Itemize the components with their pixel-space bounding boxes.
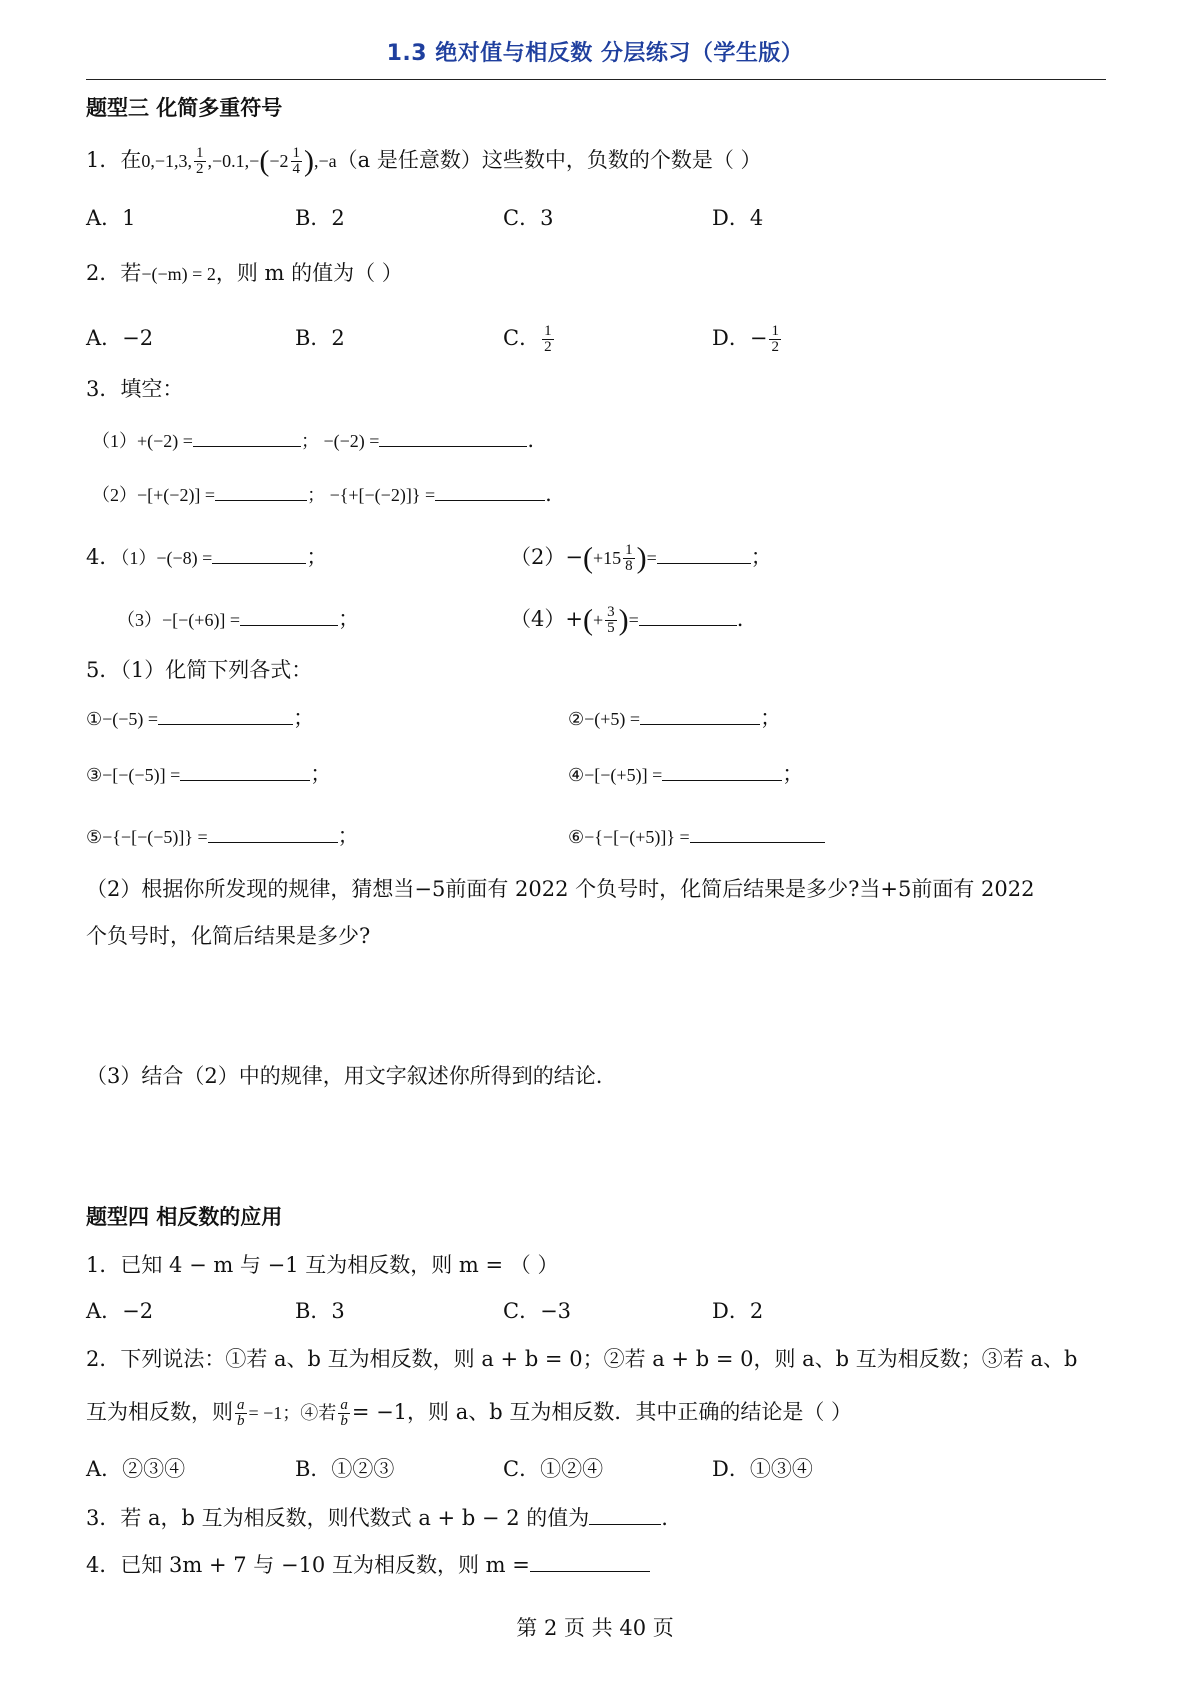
- answer-blank[interactable]: [690, 820, 825, 843]
- question-number: 4．: [86, 545, 121, 569]
- math-expr: ,−0.1,−: [207, 151, 260, 171]
- question-3-3: 3．填空：: [86, 377, 184, 401]
- question-4-4: [86, 1549, 650, 1579]
- fill-line-1: [92, 424, 534, 455]
- punct: ；: [338, 607, 360, 631]
- math-expr: ④−[−(+5)] =: [568, 765, 663, 785]
- fraction: $\frac{1}{8}$: [625, 542, 633, 574]
- answer-blank[interactable]: [212, 541, 306, 564]
- option-a: A．−2: [86, 326, 154, 350]
- question-4-3: [86, 1502, 668, 1532]
- punct: .: [736, 607, 744, 631]
- math-expr: +15: [592, 548, 622, 568]
- option-d: D．4: [712, 206, 764, 230]
- question-text: （a 是任意数）这些数中，负数的个数是（ ）: [336, 148, 762, 172]
- math-expr: （4）+: [510, 607, 583, 631]
- expr-item-4: [568, 758, 803, 789]
- question-3-4-part1: [86, 541, 327, 572]
- math-expr: +: [592, 610, 604, 630]
- question-4-1: 1．已知 4 − m 与 −1 互为相反数，则 m = （ ）: [86, 1253, 559, 1277]
- math-expr: = −1；④若: [248, 1403, 337, 1423]
- question-3-5: 5．（1）化简下列各式：: [86, 658, 313, 682]
- option-d: D．①③④: [712, 1457, 813, 1481]
- math-expr: ②−(+5) =: [568, 709, 641, 729]
- math-expr: 0,−1,3,: [141, 151, 193, 171]
- page-footer: 第 2 页 共 40 页: [516, 1616, 674, 1640]
- page-title: 1.3 绝对值与相反数 分层练习（学生版）: [386, 41, 804, 66]
- expr-item-5: [86, 820, 359, 851]
- answer-blank[interactable]: [180, 758, 310, 781]
- option-c: C．3: [503, 206, 554, 230]
- answer-blank[interactable]: [435, 478, 545, 501]
- paren-open: (: [259, 144, 270, 178]
- math-expr: ⑥−{−[−(+5)]} =: [568, 827, 690, 847]
- punct: ；: [337, 824, 359, 848]
- answer-blank[interactable]: [657, 541, 751, 564]
- fill-line-2: [92, 478, 552, 509]
- question-3-1: [86, 146, 762, 177]
- answer-blank[interactable]: [639, 603, 737, 626]
- option-c: C． $\frac{1}{2}$: [503, 323, 552, 355]
- math-expr: ,−a: [314, 151, 337, 171]
- answer-blank[interactable]: [215, 478, 307, 501]
- question-3-5-part3: （3）结合（2）中的规律，用文字叙述你所得到的结论.: [86, 1064, 603, 1088]
- answer-blank[interactable]: [640, 702, 760, 725]
- expr-item-2: [568, 702, 781, 733]
- question-3-5-part2-line2: 个负号时，化简后结果是多少?: [86, 924, 371, 948]
- expr-item-1: [86, 702, 314, 733]
- question-text: 3．若 a，b 互为相反数，则代数式 a + b − 2 的值为: [86, 1506, 590, 1530]
- math-expr: ； −(−2) =: [300, 431, 380, 451]
- math-expr: −(−m) = 2: [141, 264, 216, 284]
- question-text: 在: [120, 148, 142, 172]
- math-expr: （3）−[−(+6)] =: [117, 610, 241, 630]
- section-heading-3: 题型三 化简多重符号: [86, 96, 283, 120]
- math-expr: （2）−[+(−2)] =: [92, 485, 216, 505]
- expr-item-3: [86, 758, 331, 789]
- question-4-2-line1: 2．下列说法：①若 a、b 互为相反数，则 a + b = 0；②若 a + b = 0，则 a、b 互为相反数；③若 a、b: [86, 1347, 1078, 1371]
- question-3-2: [86, 259, 403, 288]
- fraction-half: $\frac{1}{2}$: [196, 145, 204, 177]
- math-expr: （1）+(−2) =: [92, 431, 193, 451]
- question-3-4-part3: [117, 603, 359, 634]
- paren-open: (: [582, 603, 593, 637]
- question-3-4-part2: [510, 541, 772, 574]
- punct: ；: [750, 545, 772, 569]
- punct: .: [545, 482, 552, 506]
- answer-blank[interactable]: [530, 1549, 650, 1572]
- punct: ；: [782, 762, 804, 786]
- math-expr: （2）−: [510, 545, 583, 569]
- option-d: D．2: [712, 1299, 764, 1323]
- answer-blank[interactable]: [662, 758, 782, 781]
- fraction-quarter: $\frac{1}{4}$: [292, 145, 300, 177]
- math-expr: −2: [269, 151, 289, 171]
- math-expr: （1）−(−8) =: [120, 548, 213, 568]
- paren-close: ): [636, 541, 647, 575]
- punct: .: [661, 1506, 668, 1530]
- fraction-half: $\frac{1}{2}$: [544, 323, 552, 355]
- punct: ；: [306, 545, 328, 569]
- question-number: 2．: [86, 261, 121, 285]
- fraction-a-over-b: $\frac{a}{b}$: [237, 1397, 245, 1429]
- question-text: ，则 m 的值为（ ）: [215, 261, 403, 285]
- math-expr: ①−(−5) =: [86, 709, 159, 729]
- math-expr: =: [646, 548, 657, 568]
- question-3-4-part4: [510, 603, 743, 636]
- question-text: 4．已知 3m + 7 与 −10 互为相反数，则 m =: [86, 1553, 530, 1577]
- option-a: A．②③④: [86, 1457, 186, 1481]
- math-expr: ③−[−(−5)] =: [86, 765, 181, 785]
- punct: .: [527, 428, 535, 452]
- question-3-5-part2-line1: （2）根据你所发现的规律，猜想当−5前面有 2022 个负号时，化简后结果是多少?当+5前面有 2022: [86, 877, 1035, 901]
- option-a: A．−2: [86, 1299, 154, 1323]
- question-number: 1．: [86, 148, 121, 172]
- paren-close: ): [304, 144, 314, 178]
- math-expr: =: [628, 610, 639, 630]
- fraction-a-over-b: $\frac{a}{b}$: [340, 1397, 348, 1429]
- option-b: B．2: [295, 326, 345, 350]
- expr-item-6: [568, 820, 825, 851]
- answer-blank[interactable]: [589, 1502, 661, 1525]
- paren-open: (: [582, 541, 593, 575]
- answer-blank[interactable]: [240, 603, 338, 626]
- question-text: 若: [120, 261, 142, 285]
- answer-blank[interactable]: [193, 424, 301, 447]
- question-text: 互为相反数，则: [86, 1400, 233, 1424]
- option-c: C．①②④: [503, 1457, 604, 1481]
- option-b: B．①②③: [295, 1457, 395, 1481]
- answer-blank[interactable]: [379, 424, 527, 447]
- section-heading-4: 题型四 相反数的应用: [86, 1205, 283, 1229]
- answer-blank[interactable]: [208, 820, 338, 843]
- option-b: B．3: [295, 1299, 345, 1323]
- punct: ；: [310, 762, 332, 786]
- fraction-half: $\frac{1}{2}$: [771, 323, 779, 355]
- fraction: $\frac{3}{5}$: [607, 604, 615, 636]
- option-a: A．1: [86, 206, 136, 230]
- punct: ；: [760, 706, 782, 730]
- option-c: C．−3: [503, 1299, 572, 1323]
- math-expr: ⑤−{−[−(−5)]} =: [86, 827, 208, 847]
- punct: ；: [293, 706, 315, 730]
- question-text: = −1，则 a、b 互为相反数．其中正确的结论是（ ）: [351, 1400, 853, 1424]
- question-4-2-line2: [86, 1398, 852, 1429]
- option-d: D．− $\frac{1}{2}$: [712, 323, 779, 355]
- header-rule: [86, 79, 1106, 80]
- math-expr: ； −{+[−(−2)]} =: [307, 485, 436, 505]
- answer-blank[interactable]: [158, 702, 293, 725]
- option-b: B．2: [295, 206, 345, 230]
- paren-close: ): [618, 603, 629, 637]
